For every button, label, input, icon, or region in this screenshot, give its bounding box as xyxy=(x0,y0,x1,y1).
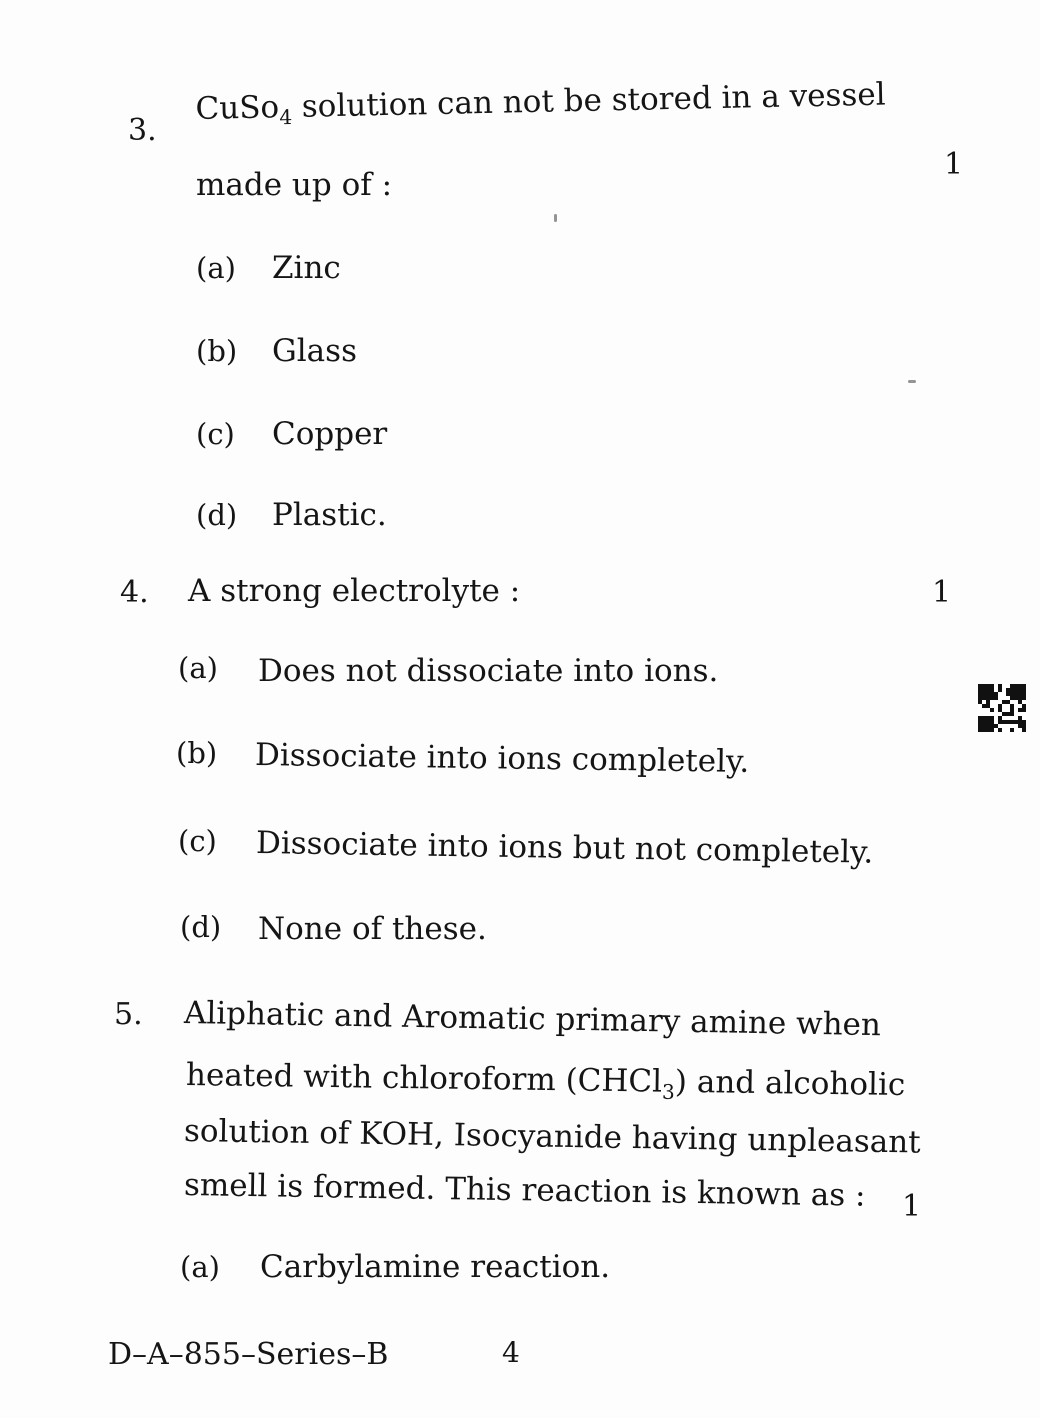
question-marks: 1 xyxy=(932,575,952,610)
option-label: (a) xyxy=(178,651,218,685)
option-label: (b) xyxy=(176,736,218,770)
question-marks: 1 xyxy=(944,147,964,182)
option-text: Zinc xyxy=(272,250,341,286)
option-label: (c) xyxy=(178,824,217,858)
question-text-line xyxy=(186,1058,906,1106)
question-text-line: smell is formed. This reaction is known as : xyxy=(183,1167,866,1214)
option-label: (c) xyxy=(196,417,235,451)
question-text-part: CuSo xyxy=(195,89,280,128)
page-number: 4 xyxy=(502,1336,520,1369)
question-text-line: A strong electrolyte : xyxy=(188,573,521,609)
scan-mark xyxy=(554,214,557,222)
option-label: (a) xyxy=(196,251,236,285)
option-text: Glass xyxy=(272,333,357,369)
option-text: Copper xyxy=(272,416,388,452)
option-text: None of these. xyxy=(258,911,487,947)
subscript: 3 xyxy=(661,1079,675,1104)
option-label: (b) xyxy=(196,334,238,368)
question-text-part: heated with chloroform (CHCl xyxy=(185,1057,663,1100)
question-text-line xyxy=(195,78,886,131)
option-label: (d) xyxy=(196,498,238,532)
subscript: 4 xyxy=(279,105,293,130)
question-text-line: solution of KOH, Isocyanide having unpleasant xyxy=(183,1113,921,1161)
question-number: 3. xyxy=(128,113,157,148)
question-text-part: ) and alcoholic xyxy=(674,1063,906,1104)
option-text: Carbylamine reaction. xyxy=(260,1249,611,1285)
question-text-line: Aliphatic and Aromatic primary amine when xyxy=(183,995,882,1044)
option-text: Dissociate into ions but not completely. xyxy=(255,825,874,871)
qr-code-icon xyxy=(978,684,1026,732)
scan-mark xyxy=(908,380,916,383)
option-label: (a) xyxy=(180,1250,220,1284)
question-text-line: made up of : xyxy=(196,167,393,203)
paper-code: D–A–855–Series–B xyxy=(108,1337,389,1372)
option-text: Does not dissociate into ions. xyxy=(258,653,719,689)
question-marks: 1 xyxy=(902,1189,922,1224)
question-number: 4. xyxy=(120,575,149,610)
option-text: Dissociate into ions completely. xyxy=(254,737,750,780)
option-label: (d) xyxy=(180,910,222,944)
question-number: 5. xyxy=(114,997,143,1032)
question-text-part: solution can not be stored in a vessel xyxy=(291,76,886,125)
option-text: Plastic. xyxy=(272,497,387,533)
